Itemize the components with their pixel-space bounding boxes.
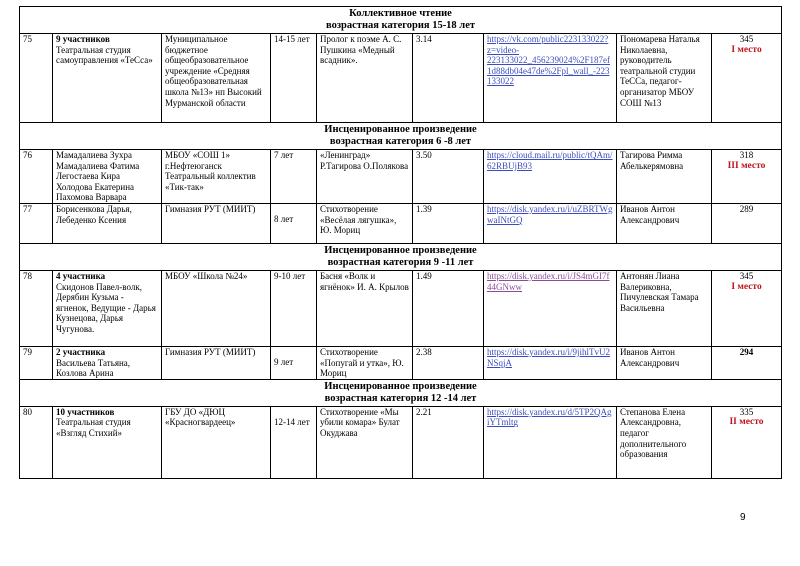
leader-cell: Тагирова Римма Абелькерямовна	[617, 150, 712, 204]
duration-cell: 3.14	[413, 34, 484, 123]
work-cell: Стихотворение «Весёлая лягушка», Ю. Мориц	[317, 204, 413, 244]
video-link-cell	[484, 150, 617, 204]
institution-cell: МБОУ «Школа №24»	[162, 271, 271, 347]
row-number: 75	[20, 34, 53, 123]
participants-names: Театральная студия «Взгляд Стихий»	[56, 417, 131, 438]
score-cell	[712, 34, 782, 123]
section-age-category: возрастная категория 12 -14 лет	[324, 392, 477, 404]
section-header	[20, 123, 782, 150]
video-link-cell	[484, 34, 617, 123]
section-header	[20, 7, 782, 34]
age-cell	[271, 406, 317, 478]
duration-cell: 2.21	[413, 406, 484, 478]
participants-names: Борисенкова Дарья, Лебеденко Ксения	[56, 204, 132, 225]
participants-count: 10 участников	[56, 406, 115, 417]
table-row	[20, 406, 782, 478]
place-award: III место	[727, 160, 766, 171]
participants-count: 4 участника	[56, 271, 106, 281]
video-link-cell	[484, 204, 617, 244]
participants-cell	[53, 150, 162, 204]
video-link-cell	[484, 347, 617, 380]
row-number: 79	[20, 347, 53, 380]
duration-cell: 1.39	[413, 204, 484, 244]
section-header	[20, 379, 782, 406]
duration-cell: 1.49	[413, 271, 484, 347]
work-cell: «Ленинград» Р.Тагирова О.Полякова	[317, 150, 413, 204]
leader-cell: Пономарева Наталья Николаевна, руководитель театральной студии ТеССа, педагог-организатор МБОУ СОШ №13	[617, 34, 712, 123]
video-link[interactable]: https://vk.com/public223133022?z=video-223133022_456239024%2F187ef1d88db04e47de%2Fpl_wall_-223133022	[487, 34, 610, 87]
section-age-category: возрастная категория 6 -8 лет	[329, 136, 472, 147]
section-title: Инсценированное произведение	[324, 380, 477, 392]
participants-cell	[53, 204, 162, 244]
leader-cell: Антонян Лиана Валериковна, Пичулевская Тамара Васильевна	[617, 271, 712, 347]
video-link[interactable]: https://cloud.mail.ru/public/tQAm/62RBUjB93	[487, 150, 613, 171]
results-table	[19, 6, 782, 479]
row-number: 76	[20, 150, 53, 204]
institution-cell: Гимназия РУТ (МИИТ)	[162, 347, 271, 380]
video-link[interactable]: https://disk.yandex.ru/i/9jihlTvU2NSqjA	[487, 347, 610, 368]
age-cell: 7 лет	[271, 150, 317, 204]
institution-cell: Гимназия РУТ (МИИТ)	[162, 204, 271, 244]
video-link[interactable]: https://disk.yandex.ru/i/uZBRTWgwaINtGQ	[487, 204, 613, 225]
leader-cell: Иванов Антон Александрович	[617, 347, 712, 380]
table-row	[20, 150, 782, 204]
section-title: Коллективное чтение	[349, 8, 452, 19]
age-value: 12-14 лет	[274, 416, 310, 427]
score-value: 318	[739, 150, 754, 160]
score-cell	[712, 406, 782, 478]
place-award: II место	[729, 417, 764, 428]
leader-cell: Степанова Елена Александровна, педагог дополнительного образования	[617, 406, 712, 478]
age-cell: 14-15 лет	[271, 34, 317, 123]
table-row	[20, 271, 782, 347]
participants-cell	[53, 347, 162, 380]
score-value: 335	[739, 406, 754, 417]
participants-names: Мамадалиева Зухра Мамадалиева Фатима Легостаева Кира Холодова Екатерина Пахомова Варвара	[56, 150, 140, 203]
place-award: I место	[731, 281, 762, 292]
score-value: 345	[739, 271, 754, 281]
duration-cell: 3.50	[413, 150, 484, 204]
video-link-cell	[484, 406, 617, 478]
table-row	[20, 347, 782, 380]
institution-cell: МБОУ «СОШ 1» г.Нефтеюганск Театральный коллектив «Тик-так»	[162, 150, 271, 204]
section-header	[20, 244, 782, 271]
section-title: Инсценированное произведение	[324, 245, 477, 256]
participants-count: 9 участников	[56, 34, 110, 44]
row-number: 78	[20, 271, 53, 347]
leader-cell: Иванов Антон Александрович	[617, 204, 712, 244]
participants-cell	[53, 34, 162, 123]
participants-cell	[53, 406, 162, 478]
score-cell	[712, 204, 782, 244]
row-number: 77	[20, 204, 53, 244]
score-value: 289	[739, 204, 754, 214]
duration-cell: 2.38	[413, 347, 484, 380]
video-link[interactable]: https://disk.yandex.ru/i/JS4mGI7f44GNww	[487, 271, 610, 292]
age-cell	[271, 204, 317, 244]
section-age-category: возрастная категория 9 -11 лет	[327, 257, 474, 268]
page-number: 9	[740, 512, 746, 523]
age-cell: 9-10 лет	[271, 271, 317, 347]
score-cell	[712, 347, 782, 380]
participants-count: 2 участника	[56, 347, 106, 357]
participants-cell	[53, 271, 162, 347]
video-link[interactable]: https://disk.yandex.ru/d/5TP2QAgiYTmltg	[487, 406, 612, 428]
institution-cell: Муниципальное бюджетное общеобразовательное учреждение «Средняя общеобразовательная школа №13» нп Высокий Мурманской области	[162, 34, 271, 123]
score-cell	[712, 150, 782, 204]
score-value: 345	[739, 34, 754, 44]
score-value: 294	[739, 347, 754, 357]
place-award: I место	[731, 44, 762, 55]
section-age-category: возрастная категория 15-18 лет	[325, 20, 476, 31]
age-cell	[271, 347, 317, 380]
row-number: 80	[20, 406, 53, 478]
participants-names: Скидонов Павел-волк, Дерябин Кузьма - ягненок, Ведущие - Дарья Кузнецова, Дарья Чугунова.	[56, 281, 156, 334]
table-row	[20, 34, 782, 123]
work-cell: Басня «Волк и ягнёнок» И. А. Крылов	[317, 271, 413, 347]
age-value: 8 лет	[274, 214, 294, 224]
age-value: 9 лет	[274, 357, 294, 367]
participants-names: Васильева Татьяна, Козлова Арина	[56, 357, 131, 379]
video-link-cell	[484, 271, 617, 347]
work-cell: Пролог к поэме А. С. Пушкина «Медный всадник».	[317, 34, 413, 123]
work-cell: Стихотворение «Мы убили комара» Булат Окуджава	[317, 406, 413, 478]
institution-cell: ГБУ ДО «ДЮЦ «Красногвардеец»	[162, 406, 271, 478]
score-cell	[712, 271, 782, 347]
table-row	[20, 204, 782, 244]
section-title: Инсценированное произведение	[324, 124, 477, 135]
participants-names: Театральная студия самоуправления «ТеСса»	[56, 44, 153, 66]
work-cell: Стихотворение «Попугай и утка», Ю. Мориц	[317, 347, 413, 380]
